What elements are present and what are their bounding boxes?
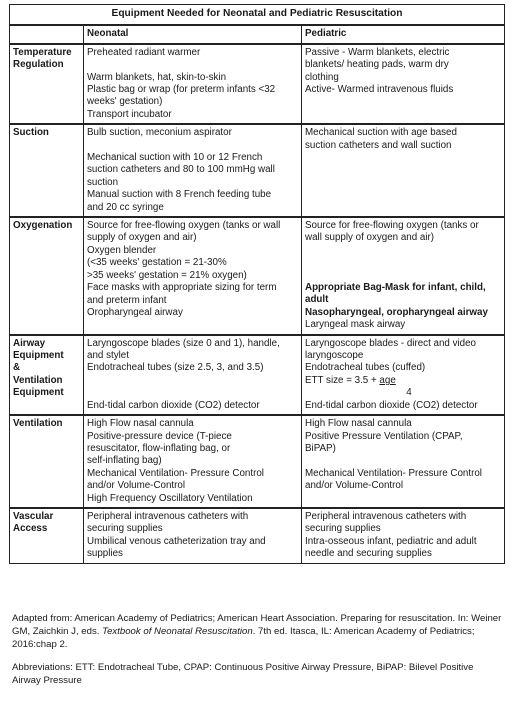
cell-line-text: >35 weeks' gestation = 21% oxygen) xyxy=(87,269,247,281)
cell-line xyxy=(87,511,298,523)
cell-line-text: High Flow nasal cannula xyxy=(87,418,194,430)
table-row xyxy=(10,124,505,217)
cell-line xyxy=(305,362,501,374)
cell-line-text: Positive-pressure device (T-piece xyxy=(87,430,232,442)
cell-line-text: needle and securing supplies xyxy=(305,548,432,560)
cell-line xyxy=(87,282,298,294)
category-label: Airway xyxy=(13,337,46,349)
cell-line-text: Passive - Warm blankets, electric xyxy=(305,46,450,58)
category-label: Ventilation xyxy=(13,418,63,430)
cell-line-text: 4 xyxy=(406,387,412,399)
cell-line xyxy=(87,84,298,96)
cell-line-text: and preterm infant xyxy=(87,294,167,306)
neonatal-cell xyxy=(84,217,302,335)
line-spacer xyxy=(305,245,501,257)
cell-line-text: Mechanical Ventilation- Pressure Control xyxy=(305,467,482,479)
cell-line-text: Oxygen blender xyxy=(87,244,157,256)
cell-line xyxy=(305,536,501,548)
cell-line xyxy=(87,455,298,467)
cell-line-text: ETT size = 3.5 + xyxy=(305,374,380,386)
cell-line-text: Active- Warmed intravenous fluids xyxy=(305,84,454,96)
cell-line-text: supplies xyxy=(87,548,123,560)
cell-line xyxy=(305,418,501,430)
line-spacer xyxy=(305,455,501,467)
cell-line xyxy=(305,350,501,362)
cell-line xyxy=(87,220,298,232)
cell-line-text: laryngoscope xyxy=(305,350,364,362)
cell-line xyxy=(305,443,501,455)
cell-line xyxy=(305,72,501,84)
line-spacer xyxy=(87,375,298,387)
cell-line xyxy=(87,202,298,214)
cell-line xyxy=(87,232,298,244)
neonatal-cell xyxy=(84,335,302,415)
cell-line-text: securing supplies xyxy=(305,523,381,535)
category-cell xyxy=(10,44,84,124)
category-label: Equipment xyxy=(13,350,64,362)
line-spacer xyxy=(87,59,298,71)
cell-line-text: Oropharyngeal airway xyxy=(87,306,183,318)
category-label: Oxygenation xyxy=(13,220,73,232)
table-row xyxy=(10,415,505,508)
column-header-neonatal: Neonatal xyxy=(84,25,302,43)
cell-line xyxy=(87,468,298,480)
column-header-row xyxy=(10,25,505,43)
cell-line xyxy=(305,47,501,59)
cell-line-text: End-tidal carbon dioxide (CO2) detector xyxy=(305,399,478,411)
cell-line xyxy=(87,431,298,443)
table-row xyxy=(10,44,505,124)
cell-line-text: Mechanical Ventilation- Pressure Control xyxy=(87,467,264,479)
pediatric-cell xyxy=(302,124,505,217)
category-label: Regulation xyxy=(13,59,64,71)
cell-line xyxy=(305,59,501,71)
cell-line xyxy=(87,270,298,282)
category-cell xyxy=(10,335,84,415)
cell-line-text: Nasopharyngeal, oropharyngeal airway xyxy=(305,306,488,318)
cell-line-text: weeks' gestation) xyxy=(87,96,163,108)
cell-line-text: End-tidal carbon dioxide (CO2) detector xyxy=(87,399,260,411)
cell-line-text: and stylet xyxy=(87,350,129,362)
cell-line-text: High Flow nasal cannula xyxy=(305,418,412,430)
cell-line xyxy=(305,307,501,319)
book-title: Textbook of Neonatal Resuscitation xyxy=(102,626,253,637)
cell-line-text: and/or Volume-Control xyxy=(87,480,186,492)
cell-line-text: supply of oxygen and air) xyxy=(87,232,197,244)
cell-line xyxy=(87,164,298,176)
cell-line-text: Warm blankets, hat, skin-to-skin xyxy=(87,71,227,83)
cell-line xyxy=(87,523,298,535)
cell-line-text: Appropriate Bag-Mask for infant, child, xyxy=(305,282,486,294)
cell-line xyxy=(305,480,501,492)
cell-line xyxy=(87,362,298,374)
cell-line-text: blankets/ heating pads, warm dry xyxy=(305,59,449,71)
cell-line xyxy=(87,152,298,164)
cell-line xyxy=(87,177,298,189)
pediatric-cell xyxy=(302,44,505,124)
cell-line xyxy=(87,443,298,455)
footnotes xyxy=(12,612,502,697)
category-label: Suction xyxy=(13,127,49,139)
cell-line-text: wall supply of oxygen and air) xyxy=(305,232,435,244)
cell-line-text: Manual suction with 8 French feeding tube xyxy=(87,189,272,201)
category-cell xyxy=(10,508,84,563)
category-label: & xyxy=(13,362,21,374)
cell-line-text: suction xyxy=(87,176,119,188)
cell-line-text: Intra-osseous infant, pediatric and adult xyxy=(305,535,477,547)
cell-line xyxy=(87,47,298,59)
neonatal-cell xyxy=(84,508,302,563)
cell-line xyxy=(87,295,298,307)
cell-line-text: Endotracheal tubes (cuffed) xyxy=(305,362,426,374)
category-label: Access xyxy=(13,523,48,535)
pediatric-cell xyxy=(302,217,505,335)
cell-line-text: adult xyxy=(305,294,329,306)
cell-line xyxy=(305,511,501,523)
cell-line-text: and 20 cc syringe xyxy=(87,201,164,213)
cell-line xyxy=(305,468,501,480)
category-cell xyxy=(10,124,84,217)
category-label: Ventilation xyxy=(13,374,63,386)
cell-line xyxy=(87,418,298,430)
cell-line xyxy=(305,294,501,306)
category-label: Temperature xyxy=(13,46,72,58)
cell-line xyxy=(305,282,501,294)
cell-line-text: Bulb suction, meconium aspirator xyxy=(87,127,232,139)
cell-line xyxy=(87,548,298,560)
cell-line xyxy=(305,387,501,399)
cell-line xyxy=(87,96,298,108)
cell-line-text: resuscitator, flow-inflating bag, or xyxy=(87,442,231,454)
cell-line-text: Laryngoscope blades (size 0 and 1), handle, xyxy=(87,337,280,349)
cell-line xyxy=(305,400,501,412)
cell-line xyxy=(87,338,298,350)
table-row xyxy=(10,508,505,563)
cell-line xyxy=(87,189,298,201)
abbreviations-note: Abbreviations: ETT: Endotracheal Tube, CPAP: Continuous Positive Airway Pressure, BiPAP: Bilevel Positive Airway Pressure xyxy=(12,662,474,686)
cell-line xyxy=(305,548,501,560)
cell-line xyxy=(87,127,298,139)
cell-line-text: Plastic bag or wrap (for preterm infants <32 xyxy=(87,84,276,96)
cell-line-text: Positive Pressure Ventilation (CPAP, xyxy=(305,430,463,442)
adapted-from-note xyxy=(12,612,502,651)
cell-line-text: Mechanical suction with age based xyxy=(305,127,457,139)
cell-line xyxy=(305,220,501,232)
cell-line-text: Endotracheal tubes (size 2.5, 3, and 3.5) xyxy=(87,362,264,374)
cell-line xyxy=(87,245,298,257)
line-spacer xyxy=(87,140,298,152)
adapted-from-text: Adapted from: American Academy of Pediatrics; American Heart Association. Preparing for resuscitation. In: Weiner GM, Zaichkin J, eds. xyxy=(12,613,502,637)
formula-numerator: age xyxy=(379,374,396,386)
neonatal-cell xyxy=(84,44,302,124)
table-title: Equipment Needed for Neonatal and Pediatric Resuscitation xyxy=(10,5,505,26)
cell-line-text: Face masks with appropriate sizing for term xyxy=(87,282,277,294)
cell-line xyxy=(87,72,298,84)
line-spacer xyxy=(305,257,501,269)
cell-line xyxy=(305,319,501,331)
cell-line xyxy=(87,536,298,548)
cell-line-text: Umbilical venous catheterization tray and xyxy=(87,535,266,547)
category-cell xyxy=(10,217,84,335)
cell-line-text: BiPAP) xyxy=(305,442,336,454)
cell-line-text: suction catheters and wall suction xyxy=(305,139,452,151)
cell-line-text: Laryngeal mask airway xyxy=(305,319,406,331)
cell-line-text: Laryngoscope blades - direct and video xyxy=(305,337,477,349)
adapted-from-citation: . 7th ed. Itasca, IL: American Academy of Pediatrics; 2016:chap 2. xyxy=(12,626,475,650)
cell-line xyxy=(87,109,298,121)
cell-line xyxy=(305,232,501,244)
equipment-table xyxy=(9,4,505,564)
cell-line xyxy=(305,84,501,96)
cell-line-text: (<35 weeks' gestation = 21-30% xyxy=(87,257,227,269)
table-row xyxy=(10,217,505,335)
cell-line-text: securing supplies xyxy=(87,523,163,535)
cell-line xyxy=(305,140,501,152)
cell-line xyxy=(87,350,298,362)
pediatric-cell xyxy=(302,415,505,508)
cell-line-text: self-inflating bag) xyxy=(87,455,162,467)
table-row xyxy=(10,335,505,415)
line-spacer xyxy=(87,387,298,399)
cell-line-text: suction catheters and 80 to 100 mmHg wall xyxy=(87,164,275,176)
cell-line xyxy=(305,338,501,350)
column-header-pediatric: Pediatric xyxy=(302,25,505,43)
pediatric-cell xyxy=(302,508,505,563)
column-header-category xyxy=(10,25,84,43)
cell-line xyxy=(87,493,298,505)
line-spacer xyxy=(305,270,501,282)
cell-line xyxy=(87,307,298,319)
cell-line-text: Transport incubator xyxy=(87,108,172,120)
cell-line-text: Source for free-flowing oxygen (tanks or wall xyxy=(87,220,281,232)
cell-line xyxy=(305,127,501,139)
cell-line xyxy=(305,375,501,387)
cell-line-text: Source for free-flowing oxygen (tanks or xyxy=(305,220,479,232)
pediatric-cell xyxy=(302,335,505,415)
cell-line-text: High Frequency Oscillatory Ventilation xyxy=(87,492,253,504)
neonatal-cell xyxy=(84,415,302,508)
cell-line xyxy=(305,431,501,443)
neonatal-cell xyxy=(84,124,302,217)
category-label: Equipment xyxy=(13,387,64,399)
cell-line-text: and/or Volume-Control xyxy=(305,480,404,492)
cell-line-text: Mechanical suction with 10 or 12 French xyxy=(87,152,263,164)
cell-line-text: Peripheral intravenous catheters with xyxy=(305,510,467,522)
cell-line-text: Peripheral intravenous catheters with xyxy=(87,510,249,522)
cell-line xyxy=(87,257,298,269)
cell-line-text: Preheated radiant warmer xyxy=(87,46,201,58)
category-label: Vascular xyxy=(13,510,54,522)
category-cell xyxy=(10,415,84,508)
cell-line xyxy=(305,523,501,535)
cell-line xyxy=(87,400,298,412)
cell-line-text: clothing xyxy=(305,71,339,83)
cell-line xyxy=(87,480,298,492)
